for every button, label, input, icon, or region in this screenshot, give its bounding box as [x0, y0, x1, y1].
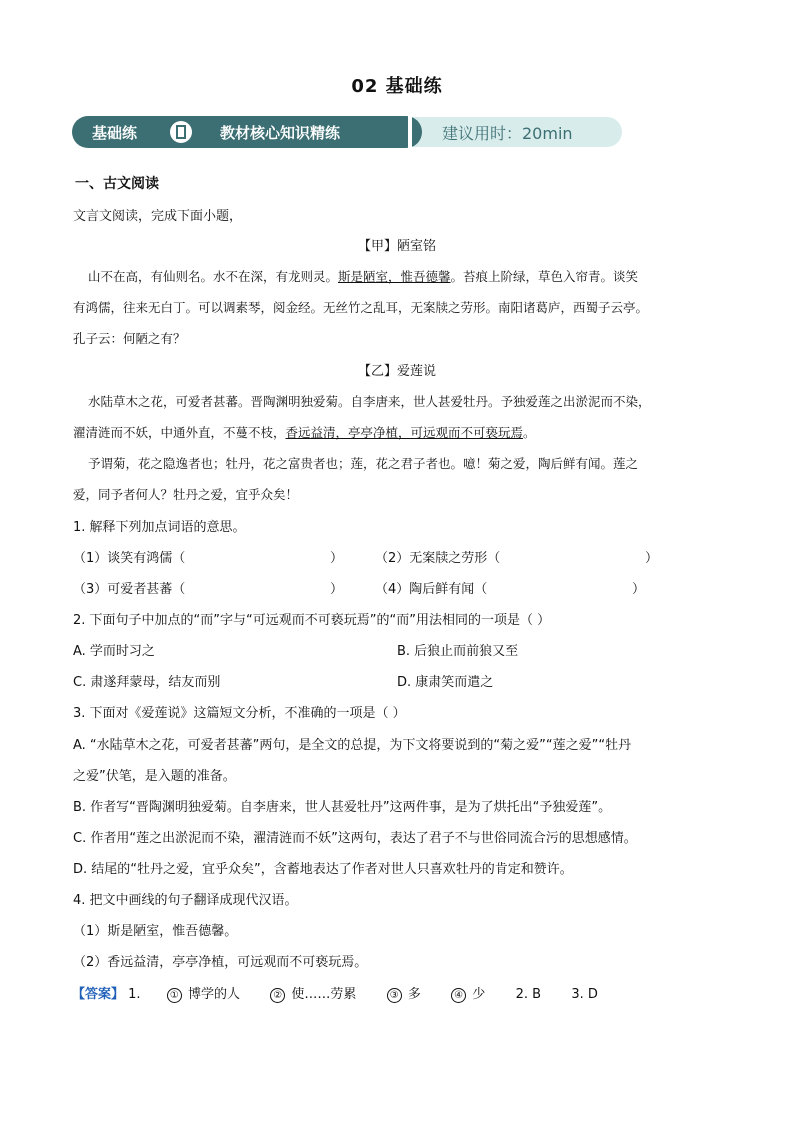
passage-jia-line2: 有鸿儒，往来无白丁。可以调素琴，阅金经。无丝竹之乱耳，无案牍之劳形。南阳诸葛庐，西蜀子云亭。: [73, 300, 649, 315]
intro-text: 文言文阅读，完成下面小题，: [73, 209, 243, 224]
q1-close-4: ）: [632, 582, 646, 597]
question-3-stem: 3. 下面对《爱莲说》这篇短文分析，不准确的一项是（ ）: [73, 706, 406, 721]
section-banner: [72, 116, 622, 148]
q4-item-1: （1）斯是陋室，惟吾德馨。: [73, 924, 238, 939]
answer-q3: 3. D: [571, 987, 598, 1002]
q3-option-b: B. 作者写“晋陶渊明独爱菊。自李唐来，世人甚爱牡丹”这两件事，是为了烘托出“予独爱莲”。: [73, 800, 612, 815]
underlined-sentence-2: 香远益清，亭亭净植，可远观而不可亵玩焉: [285, 425, 524, 440]
question-1-stem: 1. 解释下列加点词语的意思。: [73, 520, 246, 535]
q2-option-c: C. 肃遂拜蒙母，结友而别: [73, 675, 221, 690]
passage-yi-title: 【乙】爱莲说: [357, 364, 436, 379]
answer-line: [72, 983, 598, 1003]
passage-yi-line1: 水陆草木之花，可爱者甚蕃。晋陶渊明独爱菊。自李唐来，世人甚爱牡丹。予独爱莲之出淤泥而不染，: [88, 394, 651, 409]
question-4-stem: 4. 把文中画线的句子翻译成现代汉语。: [73, 893, 298, 908]
q3-option-a-line1: A. “水陆草木之花，可爱者甚蕃”两句，是全文的总提，为下文将要说到的“菊之爱”“莲之爱”“牡丹: [73, 738, 632, 753]
passage-yi-line4: 爱，同予者何人？牡丹之爱，宜乎众矣！: [73, 487, 299, 502]
passage-jia-line1: 山不在高，有仙则名。水不在深，有龙则灵。斯是陋室，惟吾德馨。苔痕上阶绿，草色入帘青。谈笑: [88, 269, 639, 284]
circled-number-2: ②: [270, 988, 285, 1003]
passage-yi-line2: 濯清涟而不妖，中通外直，不蔓不枝，香远益清，亭亭净植，可远观而不可亵玩焉。: [73, 425, 536, 440]
circled-number-3: ③: [387, 988, 402, 1003]
question-2-stem: 2. 下面句子中加点的“而”字与“可远观而不可亵玩焉”的“而”用法相同的一项是（ ）: [73, 613, 551, 628]
section-heading: 一、古文阅读: [75, 176, 159, 192]
q2-option-a: A. 学而时习之: [73, 644, 155, 659]
page-title: 02 基础练: [351, 76, 443, 97]
q1-item-2: （2）无案牍之劳形（: [375, 551, 501, 566]
q3-option-c: C. 作者用“莲之出淤泥而不染，濯清涟而不妖”这两句，表达了君子不与世俗同流合污的思想感情。: [73, 831, 637, 846]
q3-option-d: D. 结尾的“牡丹之爱，宜乎众矣”，含蓄地表达了作者对世人只喜欢牡丹的肯定和赞许。: [73, 862, 573, 877]
passage-jia-title: 【甲】陋室铭: [357, 239, 436, 254]
answer-label: 【答案】: [72, 987, 125, 1002]
q1-item-4: （4）陶后鲜有闻（: [375, 582, 488, 597]
answer-1-3: 多: [407, 987, 421, 1002]
underlined-sentence-1: 斯是陋室，惟吾德馨: [338, 269, 451, 284]
answer-1-2: 使……劳累: [291, 987, 357, 1002]
q1-close-3: ）: [330, 582, 344, 597]
banner-label-core: 教材核心知识精练: [220, 124, 341, 142]
q1-close-1: ）: [330, 551, 344, 566]
banner-suggested-time: 建议用时：20min: [442, 124, 573, 143]
answer-q1-number: 1.: [128, 987, 141, 1002]
q4-item-2: （2）香远益清，亭亭净植，可远观而不可亵玩焉。: [73, 955, 368, 970]
answer-q2: 2. B: [515, 987, 542, 1002]
banner-label-basic: 基础练: [92, 124, 138, 142]
banner-divider: [408, 116, 412, 148]
answer-1-4: 少: [472, 987, 486, 1002]
answer-1-1: 博学的人: [187, 987, 240, 1002]
passage-jia-line3: 孔子云：何陋之有？: [73, 331, 186, 346]
book-icon: [176, 125, 186, 139]
q3-option-a-line2: 之爱”伏笔，是入题的准备。: [73, 769, 236, 784]
passage-yi-line3: 予谓菊，花之隐逸者也；牡丹，花之富贵者也；莲，花之君子者也。噫！菊之爱，陶后鲜有闻。莲之: [88, 456, 639, 471]
q2-option-b: B. 后狼止而前狼又至: [397, 644, 519, 659]
q1-item-1: （1）谈笑有鸿儒（: [73, 551, 186, 566]
q2-option-d: D. 康肃笑而遣之: [397, 675, 494, 690]
circled-number-1: ①: [167, 988, 182, 1003]
q1-close-2: ）: [645, 551, 659, 566]
q1-item-3: （3）可爱者甚蕃（: [73, 582, 186, 597]
circled-number-4: ④: [451, 988, 466, 1003]
